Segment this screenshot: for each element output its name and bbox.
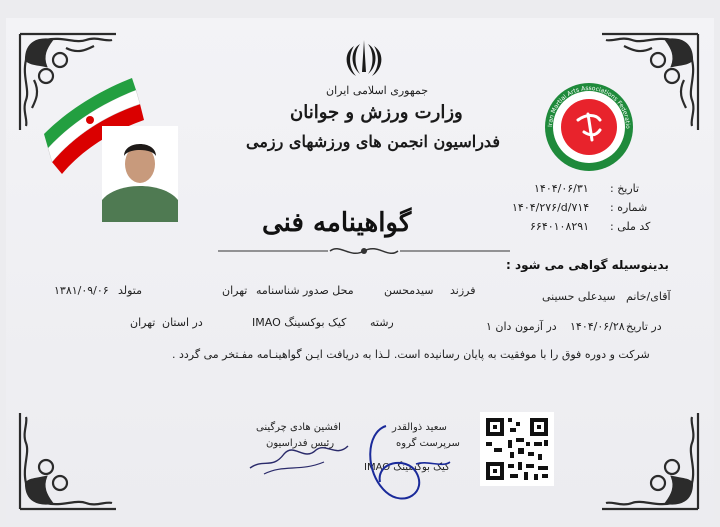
discipline-value: کیک بوکسینگ IMAO [252,316,347,329]
right-signer-name: سعید ذوالقدر [392,422,447,433]
father-name: سیدمحسن [384,284,434,297]
exam-label: در آزمون دان ۱ [486,320,557,333]
right-signer-group: IMAO کیک بوکسینگ [364,462,450,473]
certificate-title: گواهینامه فنی [262,208,412,238]
exam-date-value: ۱۴۰۴/۰۶/۲۸ [570,320,625,333]
right-signer-role: سرپرست گروه [396,438,460,449]
divider-ornament-icon [218,244,510,258]
ministry-text: وزارت ورزش و جوانان [290,102,463,123]
federation-logo-icon [542,80,636,174]
right-signature-icon [356,412,456,512]
closing-text: شرکت و دوره فوق را با موفقیت به پایان رسانیده است. لـذا به دریافت ایـن گواهینـامه مفـتخر می گردد . [172,348,650,361]
corner-ornament-icon [16,403,126,513]
left-signer-role: رئیس فدراسیون [266,438,335,449]
number-value: ۱۴۰۴/۲۷۶/d/۷۱۴ [512,201,590,214]
person-name: سیدعلی حسینی [542,290,616,303]
person-label: آقای/خانم [626,290,671,303]
left-signature-icon [244,428,354,478]
national-emblem-icon [344,38,384,80]
logo-arc-text: Iran Martial Arts Associations Federatio [546,84,632,129]
corner-ornament-icon [592,403,702,513]
left-signer-name: افشین هادی چرگینی [256,422,341,433]
born-label: متولد [118,284,143,297]
province-label: در استان [162,316,203,329]
national-code-value: ۶۶۴۰۱۰۸۲۹۱ [530,220,590,233]
place-value: تهران [222,284,248,297]
date-value: ۱۴۰۴/۰۶/۳۱ [534,182,589,195]
federation-text: فدراسیون انجمن های ورزشهای رزمی [246,132,500,151]
applicant-photo [102,126,178,222]
father-label: فرزند [450,284,476,297]
discipline-label: رشته [370,316,394,329]
qr-code[interactable] [480,412,554,486]
exam-date-label: در تاریخ [626,320,662,333]
certificate [6,18,714,523]
province-value: تهران [130,316,156,329]
republic-text: جمهوری اسلامی ایران [326,84,429,97]
national-code-label: کد ملی : [610,220,651,233]
number-label: شماره : [610,201,648,214]
intro-text: بدینوسیله گواهی می شود : [506,258,669,272]
place-label: محل صدور شناسنامه [256,284,354,297]
date-label: تاریخ : [610,182,640,195]
born-value: ۱۳۸۱/۰۹/۰۶ [54,284,109,297]
